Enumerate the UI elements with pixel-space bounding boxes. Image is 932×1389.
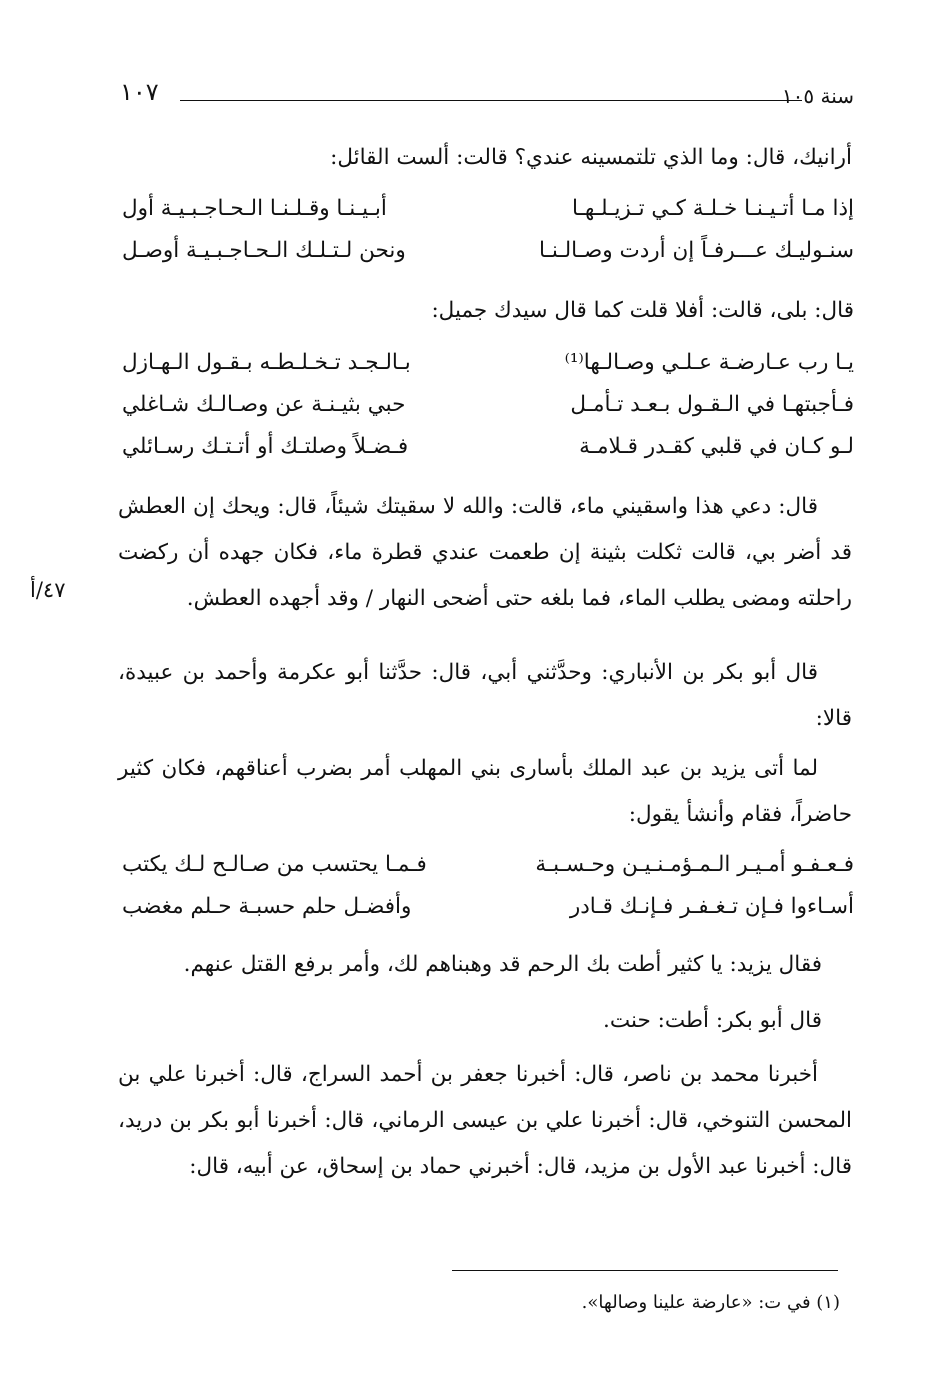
paragraph-1: أرانيك، قال: وما الذي تلتمسينه عندي؟ قالت: ألست القائل: <box>330 145 852 170</box>
footnote-rule <box>452 1270 838 1271</box>
paragraph-6: فقال يزيد: يا كثير أطت بك الرحم قد وهبناهم لك، وأمر برفع القتل عنهم. <box>183 952 822 977</box>
verse-line <box>122 196 854 230</box>
header-rule <box>180 100 802 101</box>
verse-line <box>122 434 854 468</box>
verse-line <box>122 852 854 886</box>
verse-line <box>122 392 854 426</box>
manuscript-folio-marker: ٤٧/أ <box>30 578 66 602</box>
verse-hemistich-first: أسـاءوا فـإن تـغـفـر فـإنـك قـادر <box>569 894 854 919</box>
footnote: (١) في ت: «عارضة علينا وصالها». <box>581 1292 840 1313</box>
paragraph-7: قال أبو بكر: أطت: حنت. <box>603 1008 822 1033</box>
verse-hemistich-first: فـأجبتهـا في الـقـول بـعـد تـأمـل <box>570 392 854 417</box>
verse-hemistich-second: ونحن لـتـلـك الـحـاجـبـيـة أوصـل <box>122 238 406 263</box>
paragraph-3-text: قال: دعي هذا واسقيني ماء، قالت: والله لا سقيتك شيئاً، قال: ويحك إن العطش قد أضر بي، قالت ثكلت بثينة إن طعمت عندي قطرة ماء، فكان جهده أن ركضت راحلته ومضى يطلب الماء، فما بلغه حتى أضحى النهار / وقد أجهده العطش. <box>118 494 852 611</box>
running-header-year: سنة ١٠٥ <box>781 84 854 108</box>
verse-line <box>122 238 854 272</box>
verse-hemistich-second: وأفضـل حلم حسبـة حـلم مغضب <box>122 894 412 919</box>
paragraph-4-text: قال أبو بكر بن الأنباري: وحدَّثني أبي، قال: حدَّثنا أبو عكرمة وأحمد بن عبيدة، قالا: <box>118 660 852 731</box>
verse-hemistich-first: يـا رب عـارضـة عـلـي وصـالـها⁽¹⁾ <box>564 350 854 375</box>
verse-hemistich-second: فـضـلاً وصلتـك أو أتـتـك رسـائلي <box>122 434 409 459</box>
verse-hemistich-second: فـمـا يحتسب من صـالـح لـك يكتب <box>122 852 427 877</box>
paragraph-8-text: أخبرنا محمد بن ناصر، قال: أخبرنا جعفر بن أحمد السراج، قال: أخبرنا علي بن المحسن التنوخي، قال: أخبرنا علي بن عيسى الرماني، قال: أخبرنا أبو بكر بن دريد، قال: أخبرنا عبد الأول بن مزيد، قال: أخبرني حماد بن إسحاق، عن أبيه، قال: <box>118 1062 852 1179</box>
verse-hemistich-first: فـعـفـو أمـيـر الـمـؤمـنـيـن وحـسـبـة <box>535 852 854 877</box>
page-number: ١٠٧ <box>120 78 159 106</box>
verse-hemistich-first: سنـوليـك عـــرفـاً إن أردت وصـالـنـا <box>538 238 854 263</box>
verse-hemistich-second: حبي بثيـنـة عن وصـالـك شـاغلي <box>122 392 406 417</box>
paragraph-5 <box>118 746 852 838</box>
verse-hemistich-second: بـالـجـد تـخـلـطـه بـقـول الـهـازل <box>122 350 411 375</box>
verse-line <box>122 350 854 384</box>
verse-hemistich-first: لـو كـان في قلبي كقـدر قـلامـة <box>579 434 854 459</box>
paragraph-3 <box>118 484 852 622</box>
paragraph-5-text: لما أتى يزيد بن عبد الملك بأسارى بني المهلب أمر بضرب أعناقهم، فكان كثير حاضراً، فقام وأنشأ يقول: <box>118 756 852 827</box>
paragraph-4 <box>118 650 852 742</box>
verse-hemistich-second: أبـيـنـا وقـلـنـا الـحـاجـبـيـة أول <box>122 196 387 221</box>
verse-line <box>122 894 854 928</box>
paragraph-8 <box>118 1052 852 1190</box>
paragraph-2: قال: بلى، قالت: أفلا قلت كما قال سيدك جميل: <box>431 298 854 323</box>
verse-hemistich-first: إذا مـا أتـيـنـا خـلـة كـي تـزيـلـهـا <box>571 196 854 221</box>
